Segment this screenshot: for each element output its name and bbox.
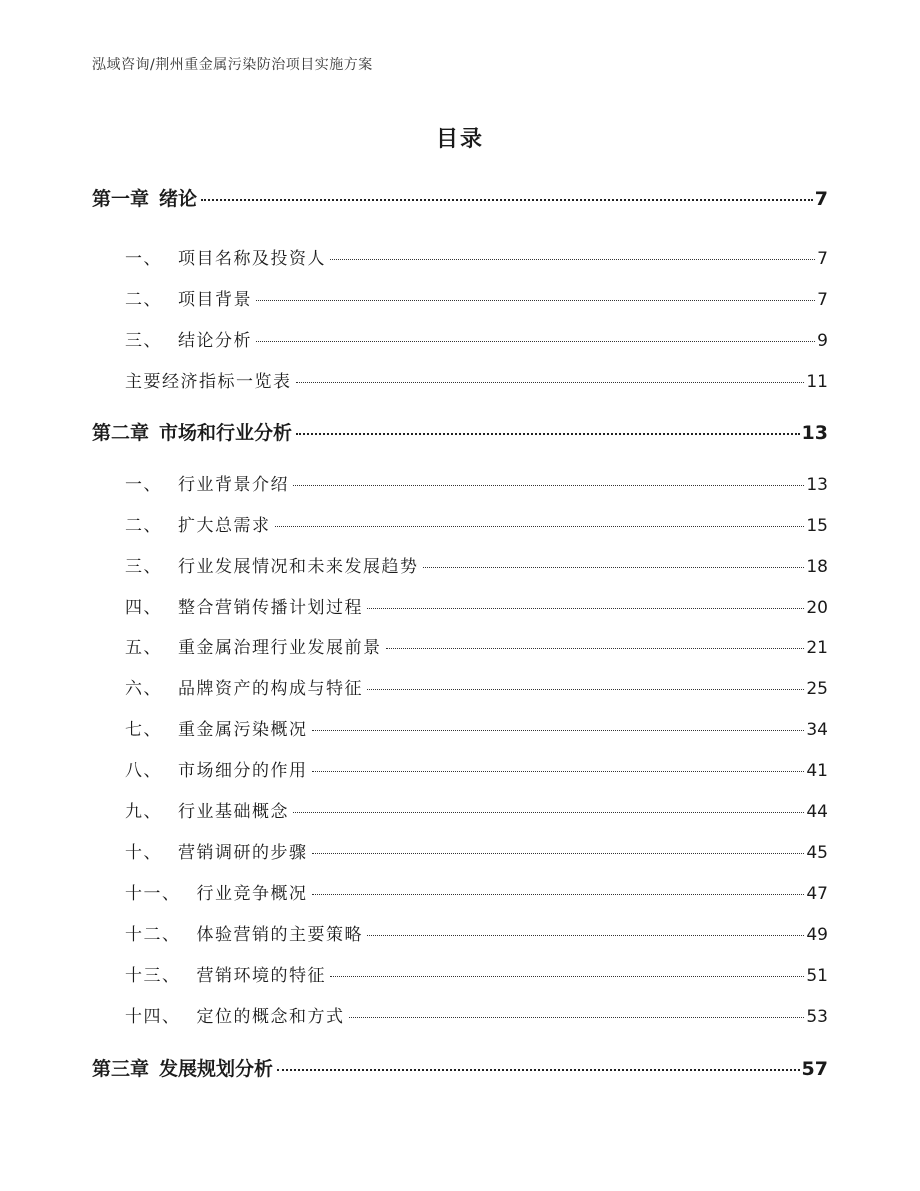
toc-dot-leader bbox=[256, 300, 815, 301]
toc-entry-number: 七、 bbox=[125, 720, 162, 740]
toc-section-entry[interactable] bbox=[125, 552, 828, 577]
toc-dot-leader bbox=[312, 730, 805, 731]
toc-dot-leader bbox=[367, 608, 804, 609]
toc-page-number: 47 bbox=[806, 884, 828, 904]
toc-page-number: 7 bbox=[817, 249, 828, 269]
toc-entry-number: 六、 bbox=[125, 679, 162, 699]
toc-page-number: 13 bbox=[806, 475, 828, 495]
toc-page-number: 13 bbox=[801, 422, 828, 444]
toc-dot-leader bbox=[312, 853, 805, 854]
toc-page-number: 25 bbox=[806, 679, 828, 699]
toc-entry-number: 第一章 bbox=[92, 188, 150, 210]
toc-page-number: 53 bbox=[806, 1007, 828, 1027]
toc-title: 目录 bbox=[435, 127, 484, 152]
toc-dot-leader bbox=[367, 935, 804, 936]
toc-page-number: 9 bbox=[817, 331, 828, 351]
toc-section-entry[interactable] bbox=[125, 244, 828, 269]
toc-entry-title: 重金属污染概况 bbox=[178, 720, 308, 740]
toc-entry-number: 八、 bbox=[125, 761, 162, 781]
toc-section-entry[interactable] bbox=[125, 838, 828, 863]
toc-page-number: 7 bbox=[817, 290, 828, 310]
toc-section-entry[interactable] bbox=[125, 879, 828, 904]
toc-dot-leader bbox=[349, 1017, 805, 1018]
toc-entry-number: 三、 bbox=[125, 557, 162, 577]
toc-dot-leader bbox=[275, 526, 805, 527]
toc-entry-number: 二、 bbox=[125, 290, 162, 310]
toc-entry-number: 第二章 bbox=[92, 422, 150, 444]
toc-entry-title: 品牌资产的构成与特征 bbox=[178, 679, 363, 699]
toc-chapter-entry[interactable] bbox=[92, 418, 828, 445]
toc-entry-number: 十二、 bbox=[125, 925, 181, 945]
toc-page-number: 11 bbox=[806, 372, 828, 392]
toc-page-number: 41 bbox=[806, 761, 828, 781]
toc-entry-number: 二、 bbox=[125, 516, 162, 536]
toc-page-number: 44 bbox=[806, 802, 828, 822]
toc-section-entry[interactable] bbox=[125, 715, 828, 740]
toc-entry-number: 九、 bbox=[125, 802, 162, 822]
toc-chapter-entry[interactable] bbox=[92, 184, 828, 211]
toc-entry-title: 行业竞争概况 bbox=[196, 884, 308, 904]
toc-entry-title: 市场细分的作用 bbox=[178, 761, 308, 781]
toc-dot-leader bbox=[296, 382, 805, 383]
toc-section-entry[interactable] bbox=[125, 1002, 828, 1027]
toc-entry-title: 发展规划分析 bbox=[159, 1058, 274, 1080]
toc-section-entry[interactable] bbox=[125, 511, 828, 536]
toc-page-number: 49 bbox=[806, 925, 828, 945]
toc-entry-title: 营销调研的步骤 bbox=[178, 843, 308, 863]
toc-page-number: 57 bbox=[801, 1058, 828, 1080]
toc-dot-leader bbox=[277, 1069, 800, 1071]
toc-section-entry[interactable] bbox=[125, 961, 828, 986]
toc-page-number: 51 bbox=[806, 966, 828, 986]
toc-dot-leader bbox=[293, 485, 804, 486]
toc-dot-leader bbox=[296, 433, 800, 435]
toc-section-entry[interactable] bbox=[125, 633, 828, 658]
toc-dot-leader bbox=[201, 199, 813, 201]
toc-dot-leader bbox=[367, 689, 804, 690]
toc-dot-leader bbox=[330, 259, 815, 260]
toc-entry-title: 行业背景介绍 bbox=[178, 475, 289, 495]
page-header: 泓域咨询/荆州重金属污染防治项目实施方案 bbox=[92, 57, 373, 73]
toc-entry-title: 营销环境的特征 bbox=[196, 966, 326, 986]
toc-entry-title: 项目名称及投资人 bbox=[178, 249, 326, 269]
toc-entry-title: 整合营销传播计划过程 bbox=[178, 598, 363, 618]
toc-section-entry[interactable] bbox=[125, 470, 828, 495]
toc-dot-leader bbox=[312, 894, 805, 895]
toc-dot-leader bbox=[423, 567, 805, 568]
toc-page-number: 15 bbox=[806, 516, 828, 536]
toc-page-number: 18 bbox=[806, 557, 828, 577]
toc-entry-title: 市场和行业分析 bbox=[159, 422, 293, 444]
toc-entry-title: 扩大总需求 bbox=[178, 516, 271, 536]
toc-entry-number: 三、 bbox=[125, 331, 162, 351]
toc-dot-leader bbox=[256, 341, 815, 342]
toc-entry-number: 十四、 bbox=[125, 1007, 181, 1027]
toc-entry-number: 十、 bbox=[125, 843, 162, 863]
toc-section-entry[interactable] bbox=[125, 367, 828, 392]
toc-dot-leader bbox=[293, 812, 804, 813]
toc-section-entry[interactable] bbox=[125, 920, 828, 945]
toc-page-number: 45 bbox=[806, 843, 828, 863]
toc-entry-title: 体验营销的主要策略 bbox=[196, 925, 363, 945]
toc-entry-number: 十一、 bbox=[125, 884, 181, 904]
toc-entry-number: 一、 bbox=[125, 475, 162, 495]
toc-entry-title: 定位的概念和方式 bbox=[196, 1007, 345, 1027]
toc-section-entry[interactable] bbox=[125, 797, 828, 822]
toc-section-entry[interactable] bbox=[125, 285, 828, 310]
toc-entry-number: 第三章 bbox=[92, 1058, 150, 1080]
toc-dot-leader bbox=[330, 976, 804, 977]
toc-entry-title: 项目背景 bbox=[178, 290, 252, 310]
toc-section-entry[interactable] bbox=[125, 326, 828, 351]
toc-entry-title: 主要经济指标一览表 bbox=[125, 372, 292, 392]
toc-entry-number: 四、 bbox=[125, 598, 162, 618]
toc-page-number: 21 bbox=[806, 638, 828, 658]
toc-dot-leader bbox=[386, 648, 805, 649]
toc-page-number: 7 bbox=[814, 188, 828, 210]
toc-section-entry[interactable] bbox=[125, 674, 828, 699]
toc-page-number: 34 bbox=[806, 720, 828, 740]
toc-chapter-entry[interactable] bbox=[92, 1054, 828, 1081]
toc-entry-title: 重金属治理行业发展前景 bbox=[178, 638, 382, 658]
toc-dot-leader bbox=[312, 771, 805, 772]
toc-section-entry[interactable] bbox=[125, 593, 828, 618]
toc-entry-title: 绪论 bbox=[159, 188, 198, 210]
toc-entry-number: 一、 bbox=[125, 249, 162, 269]
toc-entry-title: 结论分析 bbox=[178, 331, 252, 351]
toc-entry-number: 五、 bbox=[125, 638, 162, 658]
toc-section-entry[interactable] bbox=[125, 756, 828, 781]
toc-entry-title: 行业发展情况和未来发展趋势 bbox=[178, 557, 419, 577]
toc-entry-number: 十三、 bbox=[125, 966, 181, 986]
toc-entry-title: 行业基础概念 bbox=[178, 802, 289, 822]
toc-page-number: 20 bbox=[806, 598, 828, 618]
